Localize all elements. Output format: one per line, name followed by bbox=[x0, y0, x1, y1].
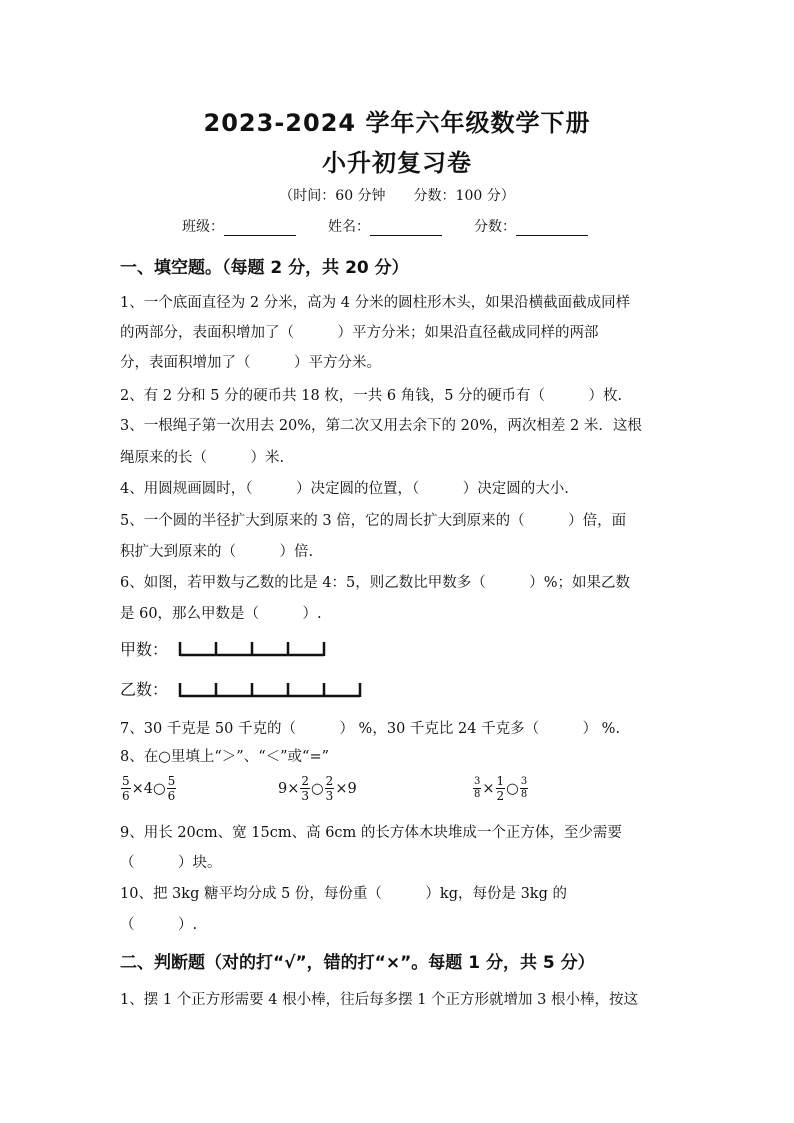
class-label: 班级： bbox=[182, 219, 224, 235]
student-info bbox=[182, 216, 588, 236]
yi-segment-diagram bbox=[178, 680, 378, 700]
q4-line1: 4、用圆规画圆时，（ ）决定圆的位置，（ ）决定圆的大小. bbox=[120, 481, 569, 497]
jia-segment-diagram bbox=[178, 639, 368, 659]
fraction: $\frac{2}{3}$ bbox=[301, 774, 310, 803]
q3-line2: 绳原来的长（ ）米. bbox=[120, 450, 285, 466]
exam-meta: （时间：60 分钟 分数：100 分） bbox=[279, 188, 515, 204]
fraction: $\frac{5}{6}$ bbox=[167, 774, 176, 803]
score-label: 分数： bbox=[474, 219, 516, 235]
label-jia: 甲数： bbox=[120, 640, 169, 659]
operator: × bbox=[482, 780, 495, 797]
q9-line2: （ ）块。 bbox=[120, 855, 222, 871]
q2-line1: 2、有 2 分和 5 分的硬币共 18 枚，一共 6 角钱，5 分的硬币有（ ）枚. bbox=[120, 388, 623, 404]
q6-line2: 是 60，那么甲数是（ ）. bbox=[120, 606, 322, 622]
title-line-2: 小升初复习卷 bbox=[322, 149, 472, 177]
q10-line1: 10、把 3kg 糖平均分成 5 份，每份重（ ）kg，每份是 3kg 的 bbox=[120, 886, 567, 902]
q7-line1: 7、30 千克是 50 千克的（ ） %，30 千克比 24 千克多（ ） %. bbox=[120, 721, 621, 737]
q8-line1: 8、在○里填上“＞”、“＜”或“=” bbox=[120, 749, 330, 765]
operand: 9× bbox=[278, 780, 300, 797]
compare-circle[interactable]: ○ bbox=[506, 780, 519, 797]
compare-expression-2 bbox=[278, 775, 357, 802]
score-blank[interactable] bbox=[516, 221, 588, 236]
q10-line2: （ ）. bbox=[120, 917, 198, 933]
operand: ×9 bbox=[335, 780, 357, 797]
q3-line1: 3、一根绳子第一次用去 20%，第二次又用去余下的 20%，两次相差 2 米．这根 bbox=[120, 418, 642, 434]
fraction: $\frac{3}{8}$ bbox=[474, 776, 481, 800]
operator: ×4○ bbox=[131, 780, 166, 797]
q1-line2: 的两部分，表面积增加了（ ）平方分米；如果沿直径截成同样的两部 bbox=[120, 325, 599, 341]
label-yi: 乙数： bbox=[120, 680, 169, 699]
q6-line1: 6、如图，若甲数与乙数的比是 4：5，则乙数比甲数多（ ）%；如果乙数 bbox=[120, 575, 631, 591]
compare-expression-3 bbox=[472, 775, 529, 802]
title-line-1: 2023-2024 学年六年级数学下册 bbox=[203, 109, 591, 137]
section-1-heading: 一、填空题。（每题 2 分，共 20 分） bbox=[120, 258, 409, 278]
name-label: 姓名： bbox=[328, 219, 370, 235]
name-blank[interactable] bbox=[370, 221, 442, 236]
q1-line3: 分，表面积增加了（ ）平方分米。 bbox=[120, 355, 381, 371]
fraction: $\frac{2}{3}$ bbox=[325, 774, 334, 803]
q5-line2: 积扩大到原来的（ ）倍. bbox=[120, 544, 314, 560]
q9-line1: 9、用长 20cm、宽 15cm、高 6cm 的长方体木块堆成一个正方体，至少需要 bbox=[120, 825, 622, 841]
q1-line1: 1、一个底面直径为 2 分米，高为 4 分米的圆柱形木头，如果沿横截面截成同样 bbox=[120, 295, 631, 311]
compare-circle[interactable]: ○ bbox=[311, 780, 324, 797]
compare-expression-1 bbox=[120, 775, 177, 802]
fraction: $\frac{3}{8}$ bbox=[520, 776, 528, 800]
s2-q1-line1: 1、摆 1 个正方形需要 4 根小棒，往后每多摆 1 个正方形就增加 3 根小棒，按这 bbox=[120, 992, 638, 1008]
fraction: $\frac{5}{6}$ bbox=[122, 774, 130, 803]
q5-line1: 5、一个圆的半径扩大到原来的 3 倍，它的周长扩大到原来的（ ）倍，面 bbox=[120, 513, 627, 529]
fraction: $\frac{1}{2}$ bbox=[496, 774, 505, 803]
class-blank[interactable] bbox=[224, 221, 296, 236]
section-2-heading: 二、判断题（对的打“√”，错的打“×”。每题 1 分，共 5 分） bbox=[120, 953, 595, 973]
